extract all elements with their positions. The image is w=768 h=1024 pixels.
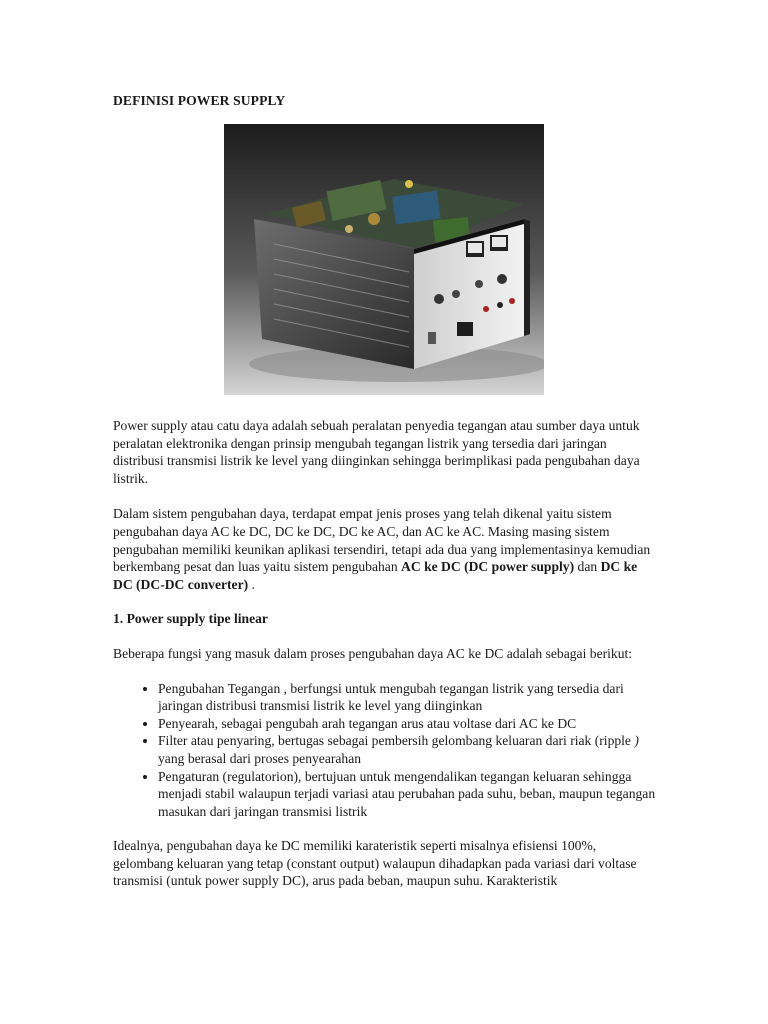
list-item: • Penyearah, sebagai pengubah arah tegangan arus atau voltase dari AC ke DC bbox=[158, 715, 658, 733]
conversion-bold-dc-dc: DC ke DC (DC-DC converter) bbox=[113, 559, 638, 592]
functions-intro-paragraph: Beberapa fungsi yang masuk dalam proses pengubahan daya AC ke DC adalah sebagai berikut: bbox=[113, 645, 633, 661]
power-supply-photo bbox=[224, 124, 544, 395]
conversion-text-a: Dalam sistem pengubahan daya, terdapat empat jenis proses yang telah dikenal yaitu sistem pengubahan daya AC ke DC, DC ke DC, DC ke AC, dan AC ke AC. Masing masing sistem pengubahan memiliki keunikan aplikasi tersendiri, tetapi ada dua yang implementasinya kemudian berkembang pesat dan luas yaitu sistem pengubahan bbox=[113, 506, 651, 575]
section-heading-linear: 1. Power supply tipe linear bbox=[113, 611, 268, 627]
conversion-bold-ac-dc: AC ke DC (DC power supply) bbox=[401, 559, 575, 575]
conversion-text-c: . bbox=[248, 576, 255, 592]
list-item-text-c: yang berasal dari proses penyearahan bbox=[158, 750, 362, 766]
functions-list bbox=[113, 680, 658, 821]
intro-paragraph: Power supply atau catu daya adalah sebuah peralatan penyedia tegangan atau sumber daya untuk peralatan elektronika dengan prinsip mengubah tegangan listrik yang tersedia dari jaringan distribusi transmisi listrik ke level yang diinginkan sehingga berimplikasi pada pengubahan daya listrik. bbox=[113, 418, 640, 486]
ideal-characteristics-paragraph: Idealnya, pengubahan daya ke DC memiliki karateristik seperti misalnya efisiensi 100%, gelombang keluaran yang tetap (constant output) walaupun dihadapkan pada variasi dari voltase transmisi (untuk power supply DC), arus pada beban, maupun suhu. Karakteristik bbox=[113, 838, 637, 889]
list-item-text-a: Filter atau penyaring, bertugas sebagai pembersih gelombang keluaran dari riak (ripple bbox=[158, 733, 635, 749]
document-title: DEFINISI POWER SUPPLY bbox=[113, 93, 286, 108]
document-page bbox=[113, 92, 658, 890]
list-item: • Pengaturan (regulatorion), bertujuan untuk mengendalikan tegangan keluaran sehingga menjadi stabil walaupun terjadi variasi atau perubahan pada suhu, beban, maupun tegangan masukan dari jaringan transmisi listrik bbox=[158, 768, 658, 821]
power-supply-illustration bbox=[224, 124, 544, 395]
list-item: • Pengubahan Tegangan , berfungsi untuk mengubah tegangan listrik yang tersedia dari jaringan distribusi transmisi listrik ke level yang diinginkan bbox=[158, 680, 658, 715]
conversion-paragraph bbox=[113, 505, 658, 593]
list-item-italic: ) bbox=[634, 733, 639, 749]
list-item bbox=[158, 732, 658, 767]
conversion-text-b: dan bbox=[574, 559, 601, 575]
